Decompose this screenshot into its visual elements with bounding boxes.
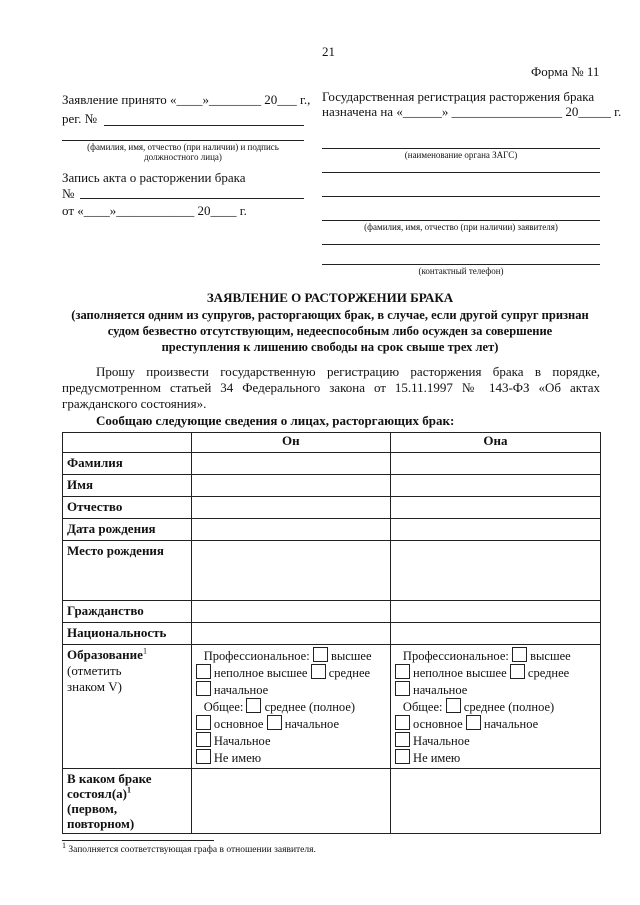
cell-he-patronymic[interactable] (191, 497, 390, 519)
cell-she-birth-place[interactable] (390, 541, 600, 601)
table-row-marriage (63, 769, 601, 834)
table-row (63, 475, 601, 497)
he-primary-cap-label: Начальное (213, 734, 271, 748)
he-primary-cap-checkbox[interactable] (196, 732, 211, 747)
row-label-marriage (63, 769, 192, 834)
cell-she-marriage[interactable] (390, 769, 600, 834)
form-number: Форма № 11 (531, 64, 600, 79)
she-higher-label: высшее (530, 649, 571, 663)
she-primary-prof-label: начальное (413, 683, 468, 697)
cell-he-nationality[interactable] (191, 623, 390, 645)
he-secondary-full-label: среднее (полное) (264, 700, 356, 714)
he-higher-label: высшее (330, 649, 372, 663)
marriage-label-1: В каком браке (67, 771, 152, 786)
cell-she-patronymic[interactable] (390, 497, 600, 519)
cell-he-surname[interactable] (191, 453, 390, 475)
table-row (63, 453, 601, 475)
education-footnote-ref: 1 (142, 646, 147, 656)
she-primary-gen-label: начальное (483, 717, 539, 731)
marriage-label-2: состоял(а) (67, 786, 127, 801)
marriage-footnote-ref: 1 (127, 785, 131, 795)
table-header-row (63, 433, 601, 453)
he-primary-prof-label: начальное (213, 683, 269, 697)
zags-line[interactable] (322, 148, 600, 149)
footnote-text: Заполняется соответствующая графа в отношении заявителя. (68, 845, 316, 855)
act-number-line[interactable] (80, 198, 304, 199)
she-primary-cap-checkbox[interactable] (395, 732, 410, 747)
act-date-label: от «____»____________ 20____ г. (62, 203, 247, 218)
table-row (63, 601, 601, 623)
row-label-nationality: Национальность (63, 623, 192, 645)
footnote (62, 840, 316, 855)
she-primary-prof-checkbox[interactable] (395, 681, 410, 696)
table-row-education (63, 645, 601, 769)
education-note-2: знаком V) (67, 679, 122, 694)
header-he: Он (191, 433, 390, 453)
she-general-label: Общее: (402, 700, 443, 714)
table-row (63, 497, 601, 519)
cell-she-birth-date[interactable] (390, 519, 600, 541)
phone-caption: (контактный телефон) (418, 266, 504, 276)
applicant-line-2[interactable] (322, 220, 600, 221)
accepted-label: Заявление принято «____»________ 20___ г., (62, 92, 311, 107)
applicant-caption: (фамилия, имя, отчество (при наличии) заявителя) (364, 222, 558, 232)
applicant-line-1[interactable] (322, 196, 600, 197)
phone-line[interactable] (322, 264, 600, 265)
she-basic-label: основное (413, 717, 463, 731)
he-general-label: Общее: (203, 700, 244, 714)
subtitle-line-1: (заполняется одним из супругов, расторгающих брак, в случае, если другой супруг признан (71, 308, 589, 322)
she-secondary-label: среднее (527, 666, 570, 680)
cell-she-name[interactable] (390, 475, 600, 497)
he-basic-checkbox[interactable] (196, 715, 211, 730)
body-line-3: гражданского состояния». (62, 396, 207, 411)
subtitle-line-2: судом безвестно отсутствующим, недееспособным либо осужден за совершение (107, 324, 553, 338)
education-label: Образование (67, 647, 143, 662)
header-empty (63, 433, 192, 453)
cell-he-education (191, 645, 390, 769)
document-subtitle (40, 307, 620, 355)
body-line-2: предусмотренном статьей 34 Федерального закона от 15.11.1997 № 143-ФЗ «Об актах (62, 380, 600, 395)
reg-number-line[interactable] (104, 125, 304, 126)
registration-line1: Государственная регистрация расторжения брака (322, 89, 595, 104)
she-incomplete-higher-label: неполное высшее (413, 666, 507, 680)
reg-label: рег. № (62, 111, 98, 126)
education-note-1: (отметить (67, 663, 122, 678)
table-row (63, 541, 601, 601)
she-secondary-full-label: среднее (полное) (463, 700, 555, 714)
cell-he-citizenship[interactable] (191, 601, 390, 623)
he-primary-gen-label: начальное (284, 717, 339, 731)
he-basic-label: основное (213, 717, 264, 731)
document-title: ЗАЯВЛЕНИЕ О РАСТОРЖЕНИИ БРАКА (206, 290, 454, 305)
she-incomplete-higher-checkbox[interactable] (395, 664, 410, 679)
footnote-mark: 1 (62, 840, 66, 850)
he-primary-gen-checkbox[interactable] (267, 715, 282, 730)
he-secondary-label: среднее (328, 666, 371, 680)
he-secondary-checkbox[interactable] (311, 664, 326, 679)
she-none-checkbox[interactable] (395, 749, 410, 764)
footnote-separator (62, 840, 214, 841)
he-higher-checkbox[interactable] (313, 647, 328, 662)
page-number: 21 (322, 44, 335, 59)
row-label-birth-date: Дата рождения (63, 519, 192, 541)
cell-he-birth-date[interactable] (191, 519, 390, 541)
he-none-label: Не имею (213, 751, 262, 765)
request-paragraph (62, 364, 600, 412)
she-higher-checkbox[interactable] (512, 647, 527, 662)
registration-line2: назначена на «______» _________________ 20_____ г. (322, 104, 622, 119)
signature-line[interactable] (62, 140, 304, 141)
marriage-label-3: (первом, повторном) (67, 801, 135, 831)
he-incomplete-higher-label: неполное высшее (213, 666, 308, 680)
applicant-line-3[interactable] (322, 244, 600, 245)
subtitle-line-3: преступления к лишению свободы на срок свыше трех лет) (161, 340, 499, 354)
zags-caption: (наименование органа ЗАГС) (404, 150, 518, 160)
row-label-surname: Фамилия (63, 453, 192, 475)
row-label-patronymic: Отчество (63, 497, 192, 519)
table-row (63, 519, 601, 541)
he-primary-prof-checkbox[interactable] (196, 681, 211, 696)
row-label-birth-place: Место рождения (63, 541, 192, 601)
row-label-name: Имя (63, 475, 192, 497)
zags-line-2[interactable] (322, 172, 600, 173)
cell-she-nationality[interactable] (390, 623, 600, 645)
header-she: Она (390, 433, 600, 453)
signature-caption: (фамилия, имя, отчество (при наличии) и подпись должностного лица) (87, 142, 279, 162)
cell-he-birth-place[interactable] (191, 541, 390, 601)
she-professional-label: Профессиональное: (402, 649, 509, 663)
he-none-checkbox[interactable] (196, 749, 211, 764)
act-number-label: № (62, 186, 75, 201)
cell-she-citizenship[interactable] (390, 601, 600, 623)
table-row (63, 623, 601, 645)
she-basic-checkbox[interactable] (395, 715, 410, 730)
body-line-1: Прошу произвести государственную регистрацию расторжения брака в порядке, (96, 364, 600, 379)
cell-he-marriage[interactable] (191, 769, 390, 834)
spouses-table (62, 432, 601, 834)
he-incomplete-higher-checkbox[interactable] (196, 664, 211, 679)
row-label-education (63, 645, 192, 769)
he-secondary-full-checkbox[interactable] (246, 698, 261, 713)
she-secondary-checkbox[interactable] (510, 664, 525, 679)
cell-she-surname[interactable] (390, 453, 600, 475)
cell-he-name[interactable] (191, 475, 390, 497)
info-heading: Сообщаю следующие сведения о лицах, расторгающих брак: (96, 413, 455, 428)
row-label-citizenship: Гражданство (63, 601, 192, 623)
he-professional-label: Профессиональное: (203, 649, 310, 663)
she-secondary-full-checkbox[interactable] (446, 698, 461, 713)
she-none-label: Не имею (413, 751, 461, 765)
she-primary-gen-checkbox[interactable] (466, 715, 481, 730)
cell-she-education (390, 645, 600, 769)
she-primary-cap-label: Начальное (413, 734, 470, 748)
act-record-label: Запись акта о расторжении брака (62, 170, 246, 185)
